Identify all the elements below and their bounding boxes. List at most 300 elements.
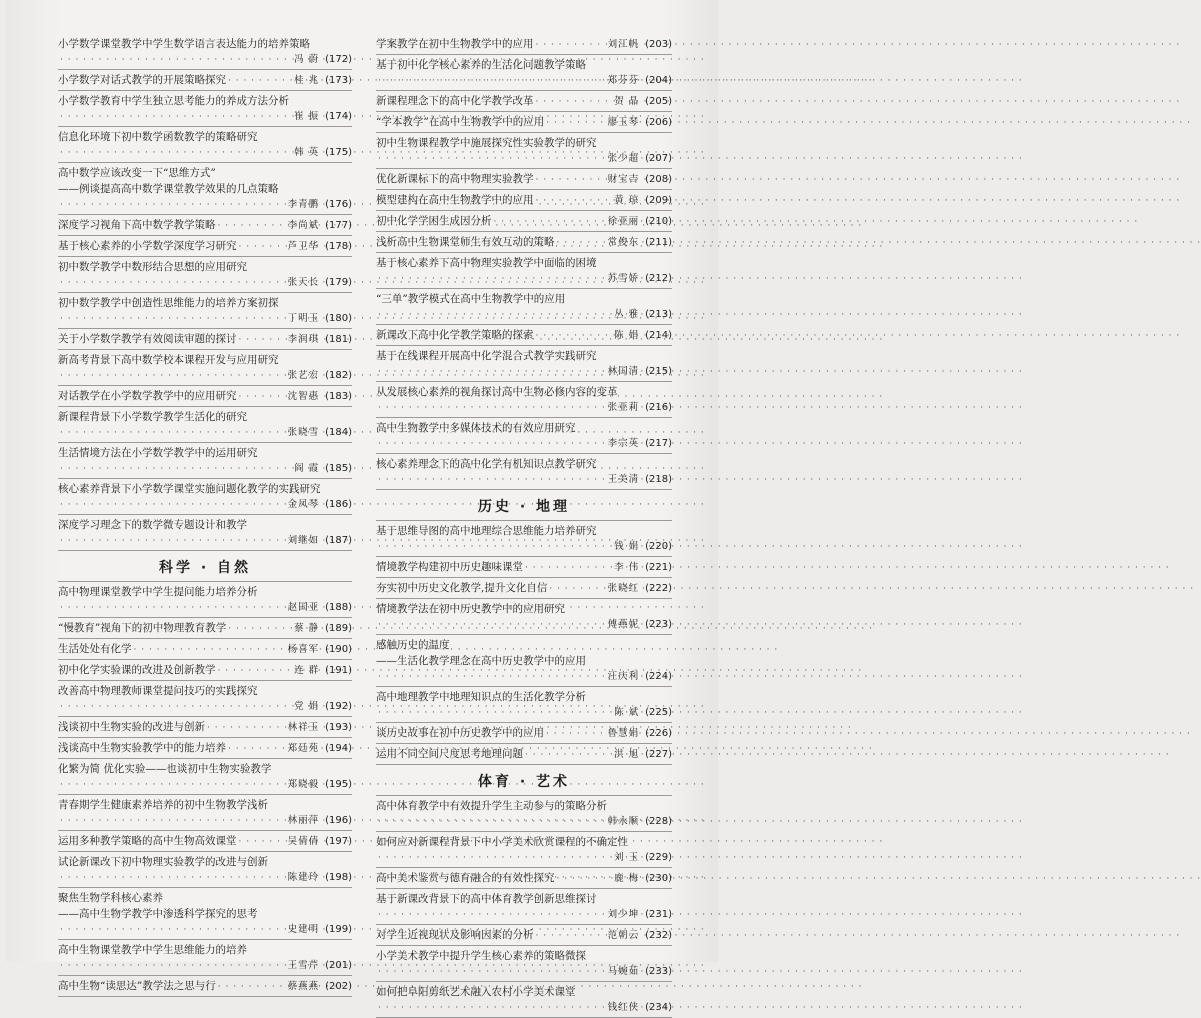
page-number: (228) bbox=[645, 816, 672, 827]
toc-entry[interactable] bbox=[58, 852, 352, 888]
toc-entry[interactable] bbox=[376, 557, 672, 578]
toc-entry-line bbox=[376, 539, 672, 555]
toc-entry-line bbox=[58, 699, 352, 715]
toc-entry[interactable] bbox=[58, 329, 352, 350]
toc-entry-line bbox=[376, 669, 672, 685]
dot-leader bbox=[218, 663, 293, 679]
entry-title: 情境教学构建初中历史趣味课堂 bbox=[376, 561, 523, 573]
dot-leader bbox=[525, 560, 612, 576]
entry-author: 鲁慧娟 bbox=[607, 728, 640, 739]
toc-entry[interactable] bbox=[376, 55, 672, 91]
toc-page bbox=[6, 0, 718, 1013]
toc-entry[interactable] bbox=[58, 443, 352, 479]
toc-entry[interactable] bbox=[58, 795, 352, 831]
entry-author: 郑芬芬 bbox=[607, 75, 640, 86]
toc-entry-line bbox=[58, 870, 352, 886]
toc-entry-line bbox=[376, 601, 672, 617]
toc-entry-line bbox=[58, 145, 352, 161]
toc-entry-line bbox=[58, 388, 352, 405]
page-number: (201) bbox=[325, 960, 352, 971]
toc-entry[interactable] bbox=[376, 889, 672, 925]
toc-entry[interactable] bbox=[58, 717, 352, 738]
dot-leader bbox=[378, 436, 606, 452]
toc-entry-line bbox=[376, 559, 672, 576]
entry-author: 陈建玲 bbox=[287, 872, 320, 883]
page-number: (173) bbox=[325, 75, 352, 86]
dot-leader bbox=[239, 332, 286, 348]
page-number: (214) bbox=[645, 330, 672, 341]
page-number: (190) bbox=[325, 644, 352, 655]
toc-entry[interactable] bbox=[376, 868, 672, 889]
entry-author: 杨喜军 bbox=[287, 644, 320, 655]
page-number: (182) bbox=[325, 370, 352, 381]
entry-author: 张天长 bbox=[287, 277, 320, 288]
section-heading: 科学 · 自然 bbox=[58, 551, 352, 582]
entry-author: 王雪芹 bbox=[287, 960, 320, 971]
entry-title: 核心素养背景下小学数学课堂实施问题化教学的实践研究 bbox=[58, 483, 321, 495]
toc-entry-line bbox=[58, 740, 352, 757]
toc-entry[interactable] bbox=[58, 386, 352, 407]
page-number: (207) bbox=[645, 153, 672, 164]
toc-entry-line bbox=[376, 348, 672, 364]
page-number: (172) bbox=[325, 54, 352, 65]
dot-leader bbox=[239, 834, 286, 850]
page-number: (222) bbox=[645, 583, 672, 594]
toc-entry[interactable] bbox=[376, 744, 672, 765]
toc-entry-line bbox=[58, 129, 352, 145]
page-number: (217) bbox=[645, 438, 672, 449]
toc-entry[interactable] bbox=[58, 618, 352, 639]
entry-author: 刘江帆 bbox=[607, 39, 640, 50]
page-number: (206) bbox=[645, 117, 672, 128]
toc-entry-line bbox=[58, 797, 352, 813]
toc-entry-line bbox=[376, 151, 672, 167]
toc-entry[interactable] bbox=[376, 382, 672, 418]
entry-title: 基于在线课程开展高中化学混合式教学实践研究 bbox=[376, 350, 597, 362]
toc-entry-line bbox=[376, 364, 672, 380]
dot-leader bbox=[228, 73, 292, 89]
entry-author: 李 伟 bbox=[614, 562, 640, 573]
dot-leader bbox=[60, 461, 292, 477]
toc-entry[interactable] bbox=[376, 599, 672, 635]
toc-entry-line bbox=[58, 777, 352, 793]
entry-title: 基于思维导图的高中地理综合思维能力培养研究 bbox=[376, 525, 597, 537]
toc-entry[interactable] bbox=[58, 70, 352, 91]
toc-entry[interactable] bbox=[376, 925, 672, 946]
entry-author: 陈 娟 bbox=[614, 330, 640, 341]
entry-title: 信息化环境下初中数学函数教学的策略研究 bbox=[58, 131, 258, 143]
dot-leader bbox=[60, 275, 286, 291]
toc-entry-line bbox=[58, 533, 352, 549]
dot-leader bbox=[536, 193, 613, 209]
entry-author: 冯 蔚 bbox=[294, 54, 320, 65]
toc-entry[interactable] bbox=[376, 578, 672, 599]
toc-entry[interactable] bbox=[376, 34, 672, 55]
toc-entry-line bbox=[58, 238, 352, 255]
page-number: (233) bbox=[645, 966, 672, 977]
page-number: (227) bbox=[645, 749, 672, 760]
entry-author: 徐亚丽 bbox=[607, 216, 640, 227]
dot-leader bbox=[536, 172, 606, 188]
entry-author: 范朝云 bbox=[607, 930, 640, 941]
dot-leader bbox=[60, 600, 286, 616]
toc-entry-line bbox=[58, 890, 352, 906]
dot-leader bbox=[60, 197, 286, 213]
toc-entry-line bbox=[58, 181, 352, 197]
toc-entry[interactable] bbox=[376, 253, 672, 289]
toc-entry-line bbox=[376, 384, 672, 400]
entry-title: 基于初中化学核心素养的生活化问题教学策略 bbox=[376, 59, 586, 71]
page-number: (210) bbox=[645, 216, 672, 227]
entry-title: 从发展核心素养的视角探讨高中生物必修内容的变革 bbox=[376, 386, 618, 398]
toc-entry[interactable] bbox=[376, 169, 672, 190]
entry-title: 如何把阜阳剪纸艺术融入农村小学美术课堂 bbox=[376, 986, 576, 998]
entry-title: 青春期学生健康素养培养的初中生物教学浅析 bbox=[58, 799, 268, 811]
dot-leader bbox=[60, 813, 286, 829]
entry-author: 刘少坤 bbox=[607, 909, 640, 920]
toc-entry-line bbox=[376, 327, 672, 344]
toc-entry[interactable] bbox=[376, 687, 672, 723]
toc-entry-line bbox=[376, 617, 672, 633]
toc-entry-line bbox=[58, 445, 352, 461]
entry-author: 史建明 bbox=[287, 924, 320, 935]
page-number: (185) bbox=[325, 463, 352, 474]
entry-title: 高中物理课堂教学中学生提问能力培养分析 bbox=[58, 586, 258, 598]
entry-author: 汪庆利 bbox=[607, 671, 640, 682]
page-number: (223) bbox=[645, 619, 672, 630]
entry-title: ——生活化教学理念在高中历史教学中的应用 bbox=[376, 655, 586, 667]
toc-entry-line bbox=[58, 368, 352, 384]
toc-entry-line bbox=[376, 57, 672, 73]
entry-author: 李润琪 bbox=[287, 334, 320, 345]
toc-entry[interactable] bbox=[376, 133, 672, 169]
dot-leader bbox=[60, 958, 286, 974]
entry-author: 张少超 bbox=[607, 153, 640, 164]
toc-entry-line bbox=[376, 1000, 672, 1016]
toc-entry-line bbox=[58, 52, 352, 68]
toc-entry-line bbox=[376, 93, 672, 110]
entry-title: 深度学习视角下高中数学教学策略 bbox=[58, 219, 216, 231]
dot-leader bbox=[134, 642, 286, 658]
dot-leader bbox=[494, 214, 606, 230]
toc-entry[interactable] bbox=[376, 946, 672, 982]
entry-title: 新课程背景下小学数学教学生活化的研究 bbox=[58, 411, 247, 423]
dot-leader bbox=[60, 533, 286, 549]
entry-author: 郑晓毅 bbox=[287, 779, 320, 790]
dot-leader bbox=[378, 705, 612, 721]
entry-title: 关于小学数学教学有效阅读审题的探讨 bbox=[58, 333, 237, 345]
toc-entry[interactable] bbox=[376, 982, 672, 1018]
dot-leader bbox=[239, 239, 286, 255]
page-number: (177) bbox=[325, 220, 352, 231]
toc-entry-line bbox=[376, 814, 672, 830]
toc-entry-line bbox=[58, 275, 352, 291]
page-number: (181) bbox=[325, 334, 352, 345]
toc-entry-line bbox=[58, 922, 352, 938]
entry-title: 小学美术教学中提升学生核心素养的策略微探 bbox=[376, 950, 586, 962]
entry-author: 桂 兆 bbox=[294, 75, 320, 86]
entry-title: “学本教学”在高中生物教学中的应用 bbox=[376, 116, 545, 128]
toc-entry-line bbox=[58, 761, 352, 777]
toc-entry[interactable] bbox=[376, 832, 672, 868]
toc-entry[interactable] bbox=[376, 211, 672, 232]
page-number: (192) bbox=[325, 701, 352, 712]
entry-title: 模型建构在高中生物教学中的应用 bbox=[376, 194, 534, 206]
page-number: (226) bbox=[645, 728, 672, 739]
page-number: (179) bbox=[325, 277, 352, 288]
page-number: (203) bbox=[645, 39, 672, 50]
toc-entry[interactable] bbox=[376, 325, 672, 346]
entry-title: 核心素养理念下的高中化学有机知识点教学研究 bbox=[376, 458, 597, 470]
entry-title: 运用多种教学策略的高中生物高效课堂 bbox=[58, 835, 237, 847]
entry-title: 运用不同空间尺度思考地理问题 bbox=[376, 748, 523, 760]
toc-entry-line bbox=[58, 942, 352, 958]
toc-entry-line bbox=[376, 927, 672, 944]
page-number: (209) bbox=[645, 195, 672, 206]
page-number: (195) bbox=[325, 779, 352, 790]
section-heading: 体育 · 艺术 bbox=[376, 765, 672, 796]
page-number: (176) bbox=[325, 199, 352, 210]
page-number: (213) bbox=[645, 309, 672, 320]
toc-entry[interactable] bbox=[376, 454, 672, 490]
dot-leader bbox=[60, 368, 286, 384]
toc-entry-line bbox=[58, 72, 352, 89]
toc-entry[interactable] bbox=[58, 215, 352, 236]
entry-title: ——高中生物学教学中渗透科学探究的思考 bbox=[58, 908, 258, 920]
toc-entry-line bbox=[376, 472, 672, 488]
toc-entry[interactable] bbox=[58, 293, 352, 329]
dot-leader bbox=[378, 472, 606, 488]
entry-title: 基于核心素养的小学数学深度学习研究 bbox=[58, 240, 237, 252]
toc-entry[interactable] bbox=[376, 232, 672, 253]
entry-title: 小学数学教育中学生独立思考能力的养成方法分析 bbox=[58, 95, 289, 107]
toc-entry[interactable] bbox=[376, 521, 672, 557]
entry-author: 黄 琼 bbox=[614, 195, 640, 206]
toc-entry-line bbox=[376, 907, 672, 923]
toc-entry[interactable] bbox=[58, 759, 352, 795]
toc-entry-line bbox=[58, 833, 352, 850]
dot-leader bbox=[378, 364, 606, 380]
toc-entry-line bbox=[376, 456, 672, 472]
toc-entry[interactable] bbox=[376, 346, 672, 382]
toc-entry[interactable] bbox=[58, 407, 352, 443]
toc-entry-line bbox=[376, 964, 672, 980]
dot-leader bbox=[207, 720, 286, 736]
entry-title: 初中生物课程教学中施展探究性实验教学的研究 bbox=[376, 137, 597, 149]
toc-entry-line bbox=[376, 798, 672, 814]
entry-author: 苏雪娇 bbox=[607, 273, 640, 284]
entry-title: 新课程理念下的高中化学教学改革 bbox=[376, 95, 534, 107]
toc-entry-line bbox=[376, 523, 672, 539]
toc-entry[interactable] bbox=[376, 723, 672, 744]
entry-author: 傅燕妮 bbox=[607, 619, 640, 630]
toc-entry-line bbox=[376, 580, 672, 597]
entry-author: 崔 振 bbox=[294, 111, 320, 122]
toc-entry[interactable] bbox=[58, 940, 352, 976]
toc-entry[interactable] bbox=[58, 91, 352, 127]
toc-entry-line bbox=[376, 891, 672, 907]
entry-author: 蔡燕燕 bbox=[287, 981, 320, 992]
left-column bbox=[58, 34, 352, 997]
entry-title: 新课改下高中化学教学策略的探索 bbox=[376, 329, 534, 341]
right-column bbox=[376, 34, 672, 1018]
toc-entry[interactable] bbox=[58, 888, 352, 940]
entry-author: 鹿 梅 bbox=[614, 873, 640, 884]
toc-entry[interactable] bbox=[376, 190, 672, 211]
toc-entry-line bbox=[376, 400, 672, 416]
entry-author: 韩永顺 bbox=[607, 816, 640, 827]
toc-entry[interactable] bbox=[58, 163, 352, 215]
toc-entry[interactable] bbox=[58, 479, 352, 515]
toc-entry[interactable] bbox=[58, 681, 352, 717]
dot-leader bbox=[378, 271, 606, 287]
toc-entry[interactable] bbox=[58, 738, 352, 759]
toc-entry-line bbox=[58, 197, 352, 213]
dot-leader bbox=[218, 218, 286, 234]
dot-leader bbox=[378, 617, 606, 633]
toc-entry-line bbox=[58, 978, 352, 995]
toc-entry[interactable] bbox=[58, 831, 352, 852]
dot-leader bbox=[218, 979, 286, 995]
toc-entry-line bbox=[376, 705, 672, 721]
toc-entry-line bbox=[58, 352, 352, 368]
entry-author: 常俊东 bbox=[607, 237, 640, 248]
dot-leader bbox=[60, 870, 286, 886]
entry-title: 聚焦生物学科核心素养 bbox=[58, 892, 163, 904]
page-number: (208) bbox=[645, 174, 672, 185]
page-number: (188) bbox=[325, 602, 352, 613]
entry-author: 廖玉琴 bbox=[607, 117, 640, 128]
page-number: (180) bbox=[325, 313, 352, 324]
dot-leader bbox=[378, 151, 606, 167]
entry-title: 浅谈初中生物实验的改进与创新 bbox=[58, 721, 205, 733]
toc-entry[interactable] bbox=[58, 350, 352, 386]
dot-leader bbox=[525, 747, 612, 763]
entry-title: 高中体育教学中有效提升学生主动参与的策略分析 bbox=[376, 800, 607, 812]
toc-entry[interactable] bbox=[58, 236, 352, 257]
dot-leader bbox=[60, 497, 286, 513]
toc-entry[interactable] bbox=[58, 976, 352, 997]
page-number: (183) bbox=[325, 391, 352, 402]
entry-title: 高中数学应该改变一下“思维方式” bbox=[58, 167, 216, 179]
entry-title: “三单”教学模式在高中生物教学中的应用 bbox=[376, 293, 566, 305]
toc-entry[interactable] bbox=[376, 418, 672, 454]
toc-entry-line bbox=[376, 436, 672, 452]
toc-entry-line bbox=[376, 689, 672, 705]
toc-entry[interactable] bbox=[58, 639, 352, 660]
toc-entry[interactable] bbox=[58, 515, 352, 551]
page-number: (221) bbox=[645, 562, 672, 573]
entry-author: 党 娟 bbox=[294, 701, 320, 712]
toc-entry-line bbox=[58, 662, 352, 679]
toc-entry-line bbox=[376, 291, 672, 307]
entry-title: 初中化学学困生成因分析 bbox=[376, 215, 492, 227]
dot-leader bbox=[378, 307, 612, 323]
page-number: (194) bbox=[325, 743, 352, 754]
entry-author: 蔡 静 bbox=[294, 623, 320, 634]
dot-leader bbox=[557, 871, 613, 887]
dot-leader bbox=[536, 328, 613, 344]
toc-entry[interactable] bbox=[376, 112, 672, 133]
page-number: (184) bbox=[325, 427, 352, 438]
page-number: (224) bbox=[645, 671, 672, 682]
toc-entry-line bbox=[58, 906, 352, 922]
toc-entry-line bbox=[58, 331, 352, 348]
entry-title: 小学数学对话式教学的开展策略探究 bbox=[58, 74, 226, 86]
entry-title: 新高考背景下高中数学校本课程开发与应用研究 bbox=[58, 354, 279, 366]
entry-author: 赵国亚 bbox=[287, 602, 320, 613]
page-number: (191) bbox=[325, 665, 352, 676]
toc-entry-line bbox=[58, 93, 352, 109]
page-number: (186) bbox=[325, 499, 352, 510]
toc-entry-line bbox=[376, 746, 672, 763]
toc-entry[interactable] bbox=[376, 289, 672, 325]
entry-title: 感触历史的温度 bbox=[376, 639, 450, 651]
entry-author: 李宗英 bbox=[607, 438, 640, 449]
page-number: (231) bbox=[645, 909, 672, 920]
entry-author: 林丽萍 bbox=[287, 815, 320, 826]
entry-author: 沈智惠 bbox=[287, 391, 320, 402]
toc-entry-line bbox=[58, 259, 352, 275]
toc-entry[interactable] bbox=[58, 34, 352, 70]
toc-entry-line bbox=[376, 725, 672, 742]
page-number: (189) bbox=[325, 623, 352, 634]
dot-leader bbox=[378, 814, 606, 830]
toc-entry-line bbox=[376, 850, 672, 866]
entry-author: 吴倩倩 bbox=[287, 836, 320, 847]
dot-leader bbox=[60, 777, 286, 793]
toc-entry[interactable] bbox=[58, 660, 352, 681]
dot-leader bbox=[536, 94, 613, 110]
entry-author: 钱 娟 bbox=[614, 541, 640, 552]
entry-title: 小学数学课堂教学中学生数学语言表达能力的培养策略 bbox=[58, 38, 310, 50]
toc-entry-line bbox=[376, 234, 672, 251]
entry-title: 基于新课改背景下的高中体育教学创新思维探讨 bbox=[376, 893, 597, 905]
toc-entry[interactable] bbox=[376, 796, 672, 832]
toc-entry-line bbox=[58, 683, 352, 699]
page-number: (204) bbox=[645, 75, 672, 86]
entry-author: 丛 雅 bbox=[614, 309, 640, 320]
toc-entry[interactable] bbox=[376, 91, 672, 112]
entry-title: 高中生物“读思达”教学法之思与行 bbox=[58, 980, 216, 992]
entry-title: 试论新课改下初中物理实验教学的改进与创新 bbox=[58, 856, 268, 868]
page-number: (198) bbox=[325, 872, 352, 883]
toc-entry-line bbox=[58, 958, 352, 974]
entry-author: 张晓红 bbox=[607, 583, 640, 594]
entry-author: 连 群 bbox=[294, 665, 320, 676]
toc-entry[interactable] bbox=[58, 582, 352, 618]
entry-title: 高中生物课堂教学中学生思维能力的培养 bbox=[58, 944, 247, 956]
entry-title: 浅析高中生物课堂师生有效互动的策略 bbox=[376, 236, 555, 248]
toc-entry[interactable] bbox=[376, 635, 672, 687]
entry-title: 初中化学实验课的改进及创新教学 bbox=[58, 664, 216, 676]
page-number: (178) bbox=[325, 241, 352, 252]
entry-author: 林祥玉 bbox=[287, 722, 320, 733]
toc-entry-line bbox=[376, 171, 672, 188]
entry-title: 高中地理教学中地理知识点的生活化教学分析 bbox=[376, 691, 586, 703]
toc-entry-line bbox=[376, 948, 672, 964]
toc-entry[interactable] bbox=[58, 257, 352, 293]
entry-author: 阎 霞 bbox=[294, 463, 320, 474]
dot-leader bbox=[378, 964, 606, 980]
entry-author: 贺 晶 bbox=[614, 96, 640, 107]
entry-author: 马婉茹 bbox=[607, 966, 640, 977]
entry-author: 郑廷苑 bbox=[287, 743, 320, 754]
toc-entry-line bbox=[58, 481, 352, 497]
entry-title: 初中数学教学中数形结合思想的应用研究 bbox=[58, 261, 247, 273]
toc-entry-line bbox=[376, 36, 672, 53]
toc-entry[interactable] bbox=[58, 127, 352, 163]
